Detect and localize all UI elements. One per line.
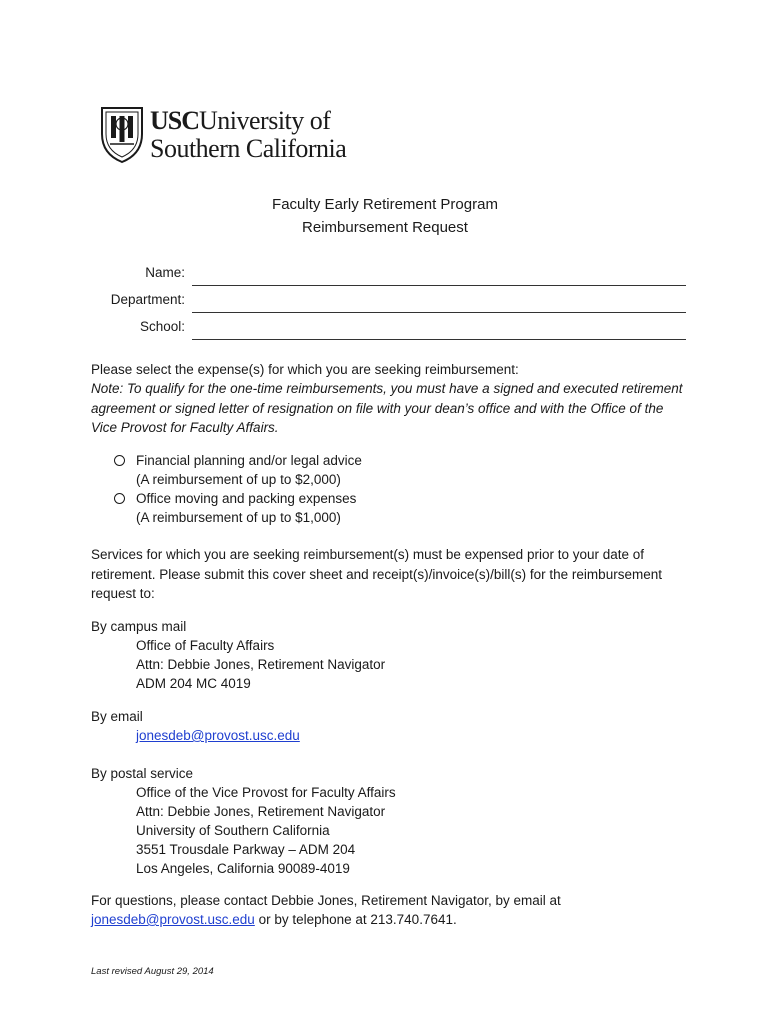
email-link[interactable]: jonesdeb@provost.usc.edu (136, 728, 300, 743)
usc-seal-icon (100, 104, 144, 164)
postal-line-5: Los Angeles, California 90089-4019 (136, 861, 350, 876)
option-moving-detail: (A reimbursement of up to $1,000) (136, 510, 341, 525)
postal-line-3: University of Southern California (136, 823, 330, 838)
services-text: Services for which you are seeking reimbursement(s) must be expensed prior to your date of retirement. Please submit this cover sheet and receipt(s)/invoice(s)/bill(s) for the reimbursement request to: (91, 547, 662, 601)
questions-line-1: For questions, please contact Debbie Jones, Retirement Navigator, by email at (91, 893, 561, 908)
department-label: Department: (110, 292, 185, 307)
option-financial-detail: (A reimbursement of up to $2,000) (136, 472, 341, 487)
campus-mail-line-3: ADM 204 MC 4019 (136, 676, 251, 691)
questions-line-2 (91, 910, 691, 930)
title-line-2: Reimbursement Request (302, 219, 468, 236)
expense-intro: Please select the expense(s) for which you are seeking reimbursement: (91, 362, 519, 377)
logo-usc: USC (150, 106, 200, 135)
name-label: Name: (145, 265, 185, 280)
questions-email-link[interactable]: jonesdeb@provost.usc.edu (91, 912, 255, 927)
title-line-1: Faculty Early Retirement Program (272, 196, 498, 213)
option-moving-checkbox[interactable] (114, 493, 125, 504)
option-moving-label: Office moving and packing expenses (136, 491, 357, 506)
name-field[interactable] (192, 285, 686, 286)
logo-southern-california: Southern California (150, 134, 347, 163)
school-field[interactable] (192, 339, 686, 340)
email-heading: By email (91, 709, 143, 724)
postal-heading: By postal service (91, 766, 194, 781)
usc-logo (100, 104, 370, 166)
postal-line-2: Attn: Debbie Jones, Retirement Navigator (136, 804, 386, 819)
logo-line-1 (150, 106, 330, 136)
postal-line-4: 3551 Trousdale Parkway – ADM 204 (136, 842, 356, 857)
option-financial-checkbox[interactable] (114, 455, 125, 466)
last-revised: Last revised August 29, 2014 (91, 966, 214, 977)
department-field[interactable] (192, 312, 686, 313)
expense-note: Note: To qualify for the one-time reimbursements, you must have a signed and executed retirement agreement or signed letter of resignation on file with your dean’s office and with the Office of the Vice Provost for Faculty Affairs. (91, 381, 683, 435)
option-financial-label: Financial planning and/or legal advice (136, 453, 362, 468)
school-label: School: (139, 319, 185, 334)
campus-mail-heading: By campus mail (91, 619, 187, 634)
campus-mail-line-2: Attn: Debbie Jones, Retirement Navigator (136, 657, 386, 672)
logo-university-of: University of (199, 106, 331, 135)
postal-line-1: Office of the Vice Provost for Faculty Affairs (136, 785, 396, 800)
campus-mail-line-1: Office of Faculty Affairs (136, 638, 275, 653)
questions-telephone: or by telephone at 213.740.7641. (254, 912, 457, 927)
